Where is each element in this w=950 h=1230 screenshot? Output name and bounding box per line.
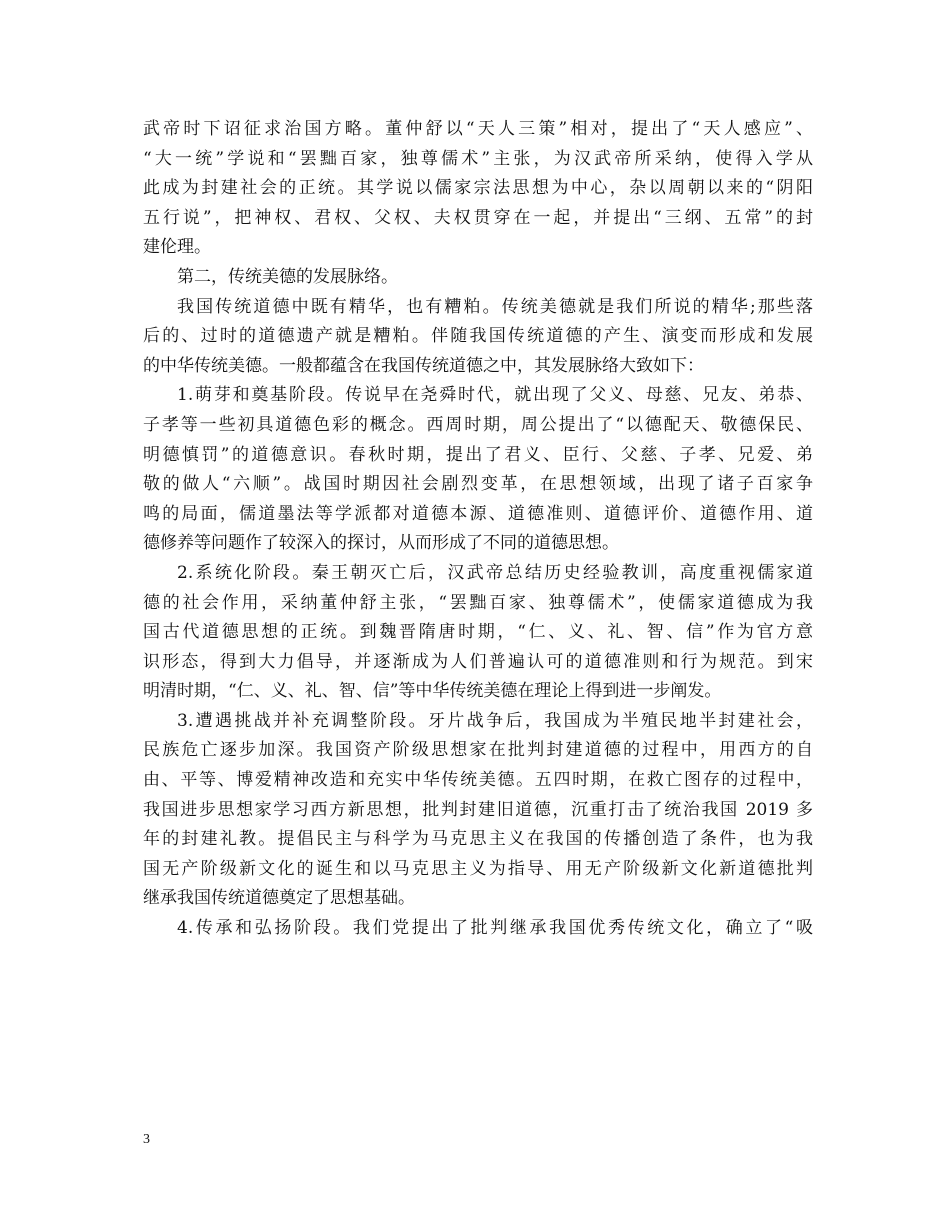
text-line: 1.萌芽和奠基阶段。传说早在尧舜时代，就出现了父义、母慈、兄友、弟恭、 <box>177 385 813 406</box>
text-line: 2.系统化阶段。秦王朝灭亡后，汉武帝总结历史经验教训，高度重视儒家道 <box>177 562 813 583</box>
text-line: 3.遭遇挑战并补充调整阶段。牙片战争后，我国成为半殖民地半封建社会， <box>177 710 813 731</box>
text-line: 子孝等一些初具道德色彩的概念。西周时期，周公提出了“以德配天、敬德保民、 <box>143 414 813 435</box>
text-line: “大一统”学说和“罢黜百家，独尊儒术”主张，为汉武帝所采纳，使得入学从 <box>143 148 813 169</box>
text-line: 明德慎罚”的道德意识。春秋时期，提出了君义、臣行、父慈、子孝、兄爱、弟 <box>143 444 813 465</box>
text-line: 年的封建礼教。提倡民主与科学为马克思主义在我国的传播创造了条件，也为我 <box>143 829 813 850</box>
text-line: 的中华传统美德。一般都蕴含在我国传统道德之中，其发展脉络大致如下： <box>143 355 704 376</box>
page-number: 3 <box>143 1132 150 1147</box>
text-line: 识形态，得到大力倡导，并逐渐成为人们普遍认可的道德准则和行为规范。到宋 <box>143 651 813 672</box>
text-line: 我国传统道德中既有精华，也有糟粕。传统美德就是我们所说的精华;那些落 <box>177 296 813 317</box>
text-line: 明清时期，“仁、义、礼、智、信”等中华传统美德在理论上得到进一步阐发。 <box>143 681 722 702</box>
text-line: 德修养等问题作了较深入的探讨，从而形成了不同的道德思想。 <box>143 533 619 554</box>
text-line: 民族危亡逐步加深。我国资产阶级思想家在批判封建道德的过程中，用西方的自 <box>143 740 813 761</box>
text-line: 五行说”，把神权、君权、父权、夫权贯穿在一起，并提出“三纲、五常”的封 <box>143 207 813 228</box>
text-line: 敬的做人“六顺”。战国时期因社会剧烈变革，在思想领域，出现了诸子百家争 <box>143 474 813 495</box>
text-line: 继承我国传统道德奠定了思想基础。 <box>143 888 415 909</box>
text-line: 德的社会作用，采纳董仲舒主张，“罢黜百家、独尊儒术”，使儒家道德成为我 <box>143 592 813 613</box>
text-line: 鸣的局面，儒道墨法等学派都对道德本源、道德准则、道德评价、道德作用、道 <box>143 503 813 524</box>
body-text <box>143 115 813 944</box>
text-line: 此成为封建社会的正统。其学说以儒家宗法思想为中心，杂以周朝以来的“阴阳 <box>143 178 813 199</box>
text-line: 第二，传统美德的发展脉络。 <box>177 266 398 287</box>
text-line: 4.传承和弘扬阶段。我们党提出了批判继承我国优秀传统文化，确立了“吸 <box>177 918 813 939</box>
text-line: 我国进步思想家学习西方新思想，批判封建旧道德，沉重打击了统治我国 2019 多 <box>143 799 813 820</box>
text-line: 国无产阶级新文化的诞生和以马克思主义为指导、用无产阶级新文化新道德批判 <box>143 858 813 879</box>
text-line: 后的、过时的道德遗产就是糟粕。伴随我国传统道德的产生、演变而形成和发展 <box>143 326 813 347</box>
text-line: 由、平等、博爱精神改造和充实中华传统美德。五四时期，在救亡图存的过程中， <box>143 770 813 791</box>
text-line: 武帝时下诏征求治国方略。董仲舒以“天人三策”相对，提出了“天人感应”、 <box>143 119 813 139</box>
text-line: 国古代道德思想的正统。到魏晋隋唐时期，“仁、义、礼、智、信”作为官方意 <box>143 622 813 643</box>
text-line: 建伦理。 <box>143 237 211 258</box>
